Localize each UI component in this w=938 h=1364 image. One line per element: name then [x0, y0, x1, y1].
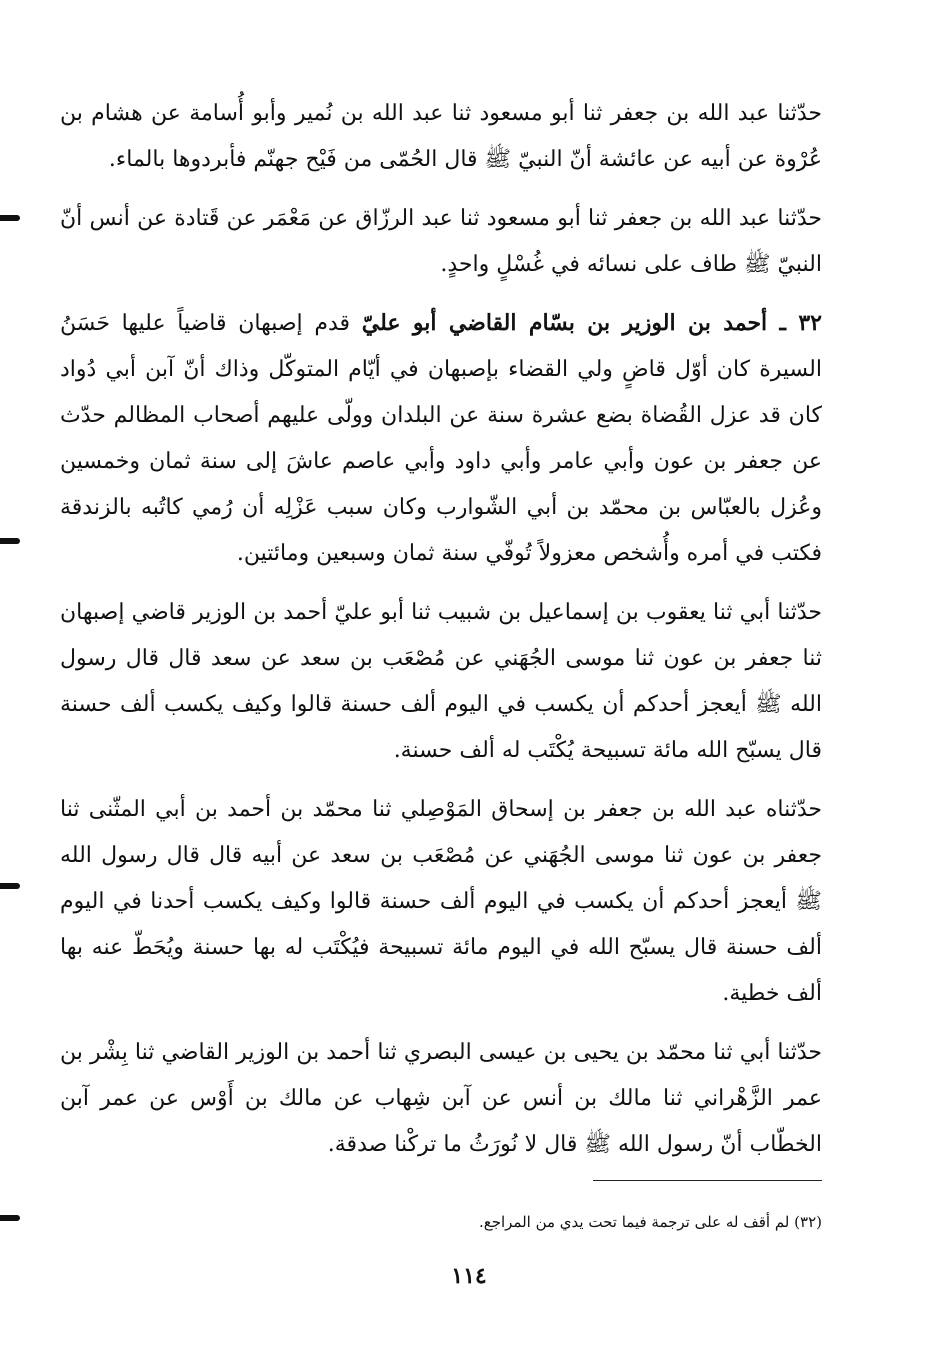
- page-body: [60, 90, 822, 1180]
- paragraph-text: حدّثنا أبي ثنا محمّد بن يحيى بن عيسى البصري ثنا أحمد بن الوزير القاضي ثنا بِشْر بن عمر الزَّهْراني ثنا مالك بن أنس عن آبن شِهاب عن مالك بن أَوْس عن عمر آبن الخطّاب أنّ رسول الله ﷺ قال لا نُورَثُ ما تركْنا صدقة.: [60, 1040, 822, 1157]
- footnote-divider: [593, 1180, 822, 1181]
- scan-margin-mark: [0, 1215, 20, 1221]
- paragraph-text: حدّثنا أبي ثنا يعقوب بن إسماعيل بن شبيب ثنا أبو عليّ أحمد بن الوزير قاضي إصبهان ثنا جعفر بن عون ثنا موسى الجُهَني عن مُصْعَب بن سعد عن سعد قال قال رسول الله ﷺ أيعجز أحدكم أن يكسب في اليوم ألف حسنة قالوا وكيف يكسب ألف حسنة قال يسبّح الله مائة تسبيحة يُكْتَب له ألف حسنة.: [60, 600, 822, 763]
- paragraph-text: قدم إصبهان قاضياً عليها حَسَنُ السيرة كان أوّل قاضٍ ولي القضاء بإصبهان في أيّام المتوكّل وذاك أنّ آبن أبي دُواد كان قد عزل القُضاة بضع عشرة سنة عن البلدان وولّى عليهم أصحاب المظالم حدّث عن جعفر بن عون وأبي عامر وأبي داود وأبي عاصم عاشَ إلى سنة ثمان وخمسين وعُزل بالعبّاس بن محمّد بن أبي الشّوارب وكان سبب عَزْلِه أن رُمي كاتُبه بالزندقة فكتب في أمره وأُشخص معزولاً تُوفّي سنة ثمان وسبعين ومائتين.: [60, 311, 822, 566]
- footnote: (٣٢) لم أقف له على ترجمة فيما تحت يدي من المراجع.: [478, 1213, 822, 1231]
- paragraph-hadith-5: [60, 1029, 822, 1168]
- scan-margin-mark: [0, 215, 20, 221]
- paragraph-hadith-3: [60, 589, 822, 774]
- scan-margin-mark: [0, 538, 20, 544]
- biography-heading: ٣٢ ـ أحمد بن الوزير بن بسّام القاضي أبو عليّ: [361, 310, 822, 336]
- scan-margin-mark: [0, 883, 20, 889]
- paragraph-text: حدّثناه عبد الله بن جعفر بن إسحاق المَوْصِلي ثنا محمّد بن أحمد بن أبي المثّنى ثنا جعفر بن عون ثنا موسى الجُهَني عن مُصْعَب بن سعد عن أبيه قال قال رسول الله ﷺ أيعجز أحدكم أن يكسب في اليوم ألف حسنة قالوا وكيف يكسب أحدنا في اليوم ألف حسنة قال يسبّح الله في اليوم مائة تسبيحة فيُكْتَب له بها حسنة ويُحَطّ عنه بها ألف خطية.: [60, 797, 822, 1006]
- paragraph-text: حدّثنا عبد الله بن جعفر ثنا أبو مسعود ثنا عبد الرزّاق عن مَعْمَر عن قَتادة عن أنس أنّ النبيّ ﷺ طاف على نسائه في غُسْلٍ واحدٍ.: [60, 206, 822, 277]
- paragraph-hadith-4: [60, 786, 822, 1017]
- page-number: ١١٤: [451, 1263, 487, 1289]
- paragraph-hadith-1: [60, 90, 822, 183]
- paragraph-biography-32: [60, 300, 822, 577]
- paragraph-hadith-2: [60, 195, 822, 288]
- paragraph-text: حدّثنا عبد الله بن جعفر ثنا أبو مسعود ثنا عبد الله بن نُمير وأبو أُسامة عن هشام بن عُرْوة عن أبيه عن عائشة أنّ النبيّ ﷺ قال الحُمّى من فَيْح جهنّم فأبردوها بالماء.: [60, 101, 822, 172]
